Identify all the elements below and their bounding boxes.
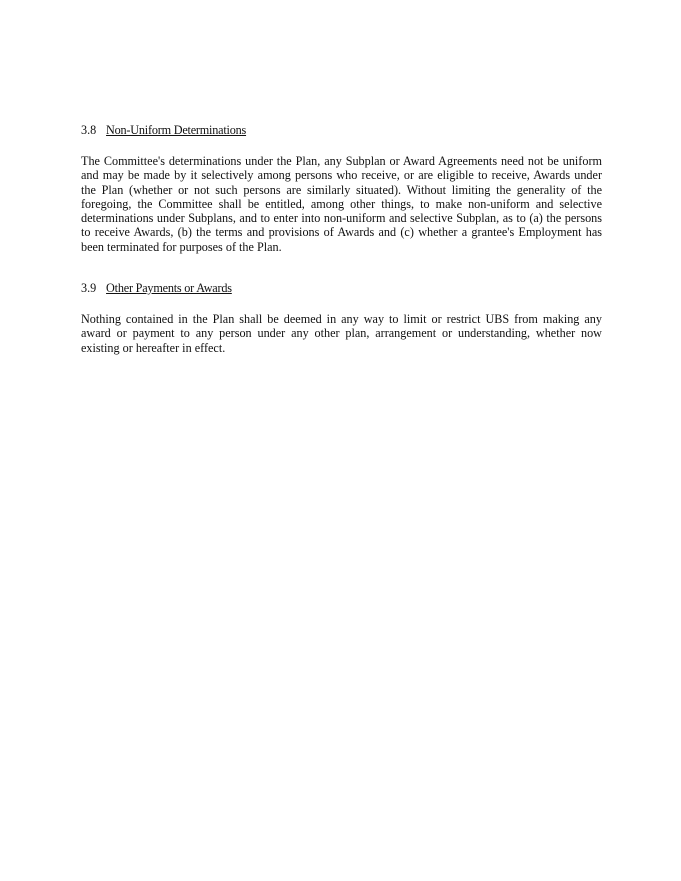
- section-number: 3.9: [81, 281, 97, 295]
- paragraph-line: the Plan (whether or not such persons are similarly situated). Without limiting the generality of the: [81, 182, 602, 197]
- section-heading-3-9: [81, 281, 232, 295]
- paragraph-line: Nothing contained in the Plan shall be deemed in any way to limit or restrict UBS from making any: [81, 312, 602, 326]
- paragraph-line: and may be made by it selectively among persons who receive, or are eligible to receive, Awards under: [81, 168, 602, 183]
- paragraph-line: award or payment to any person under any other plan, arrangement or understanding, whether now: [81, 326, 602, 341]
- section-body-3-9: [81, 312, 602, 355]
- section-title: Other Payments or Awards: [106, 281, 232, 295]
- section-body-3-8: [81, 154, 602, 254]
- paragraph-line: The Committee's determinations under the Plan, any Subplan or Award Agreements need not be uniform: [81, 154, 602, 168]
- section-number: 3.8: [81, 123, 97, 137]
- paragraph-line: to receive Awards, (b) the terms and provisions of Awards and (c) whether a grantee's Employment has: [81, 225, 602, 240]
- section-title: Non-Uniform Determinations: [106, 123, 247, 137]
- paragraph-line: foregoing, the Committee shall be entitled, among other things, to make non-uniform and selective: [81, 196, 602, 211]
- paragraph-line: been terminated for purposes of the Plan.: [81, 239, 282, 254]
- paragraph-line: existing or hereafter in effect.: [81, 340, 226, 355]
- section-heading-3-8: [81, 123, 246, 137]
- paragraph-line: determinations under Subplans, and to enter into non-uniform and selective Subplan, as to (a) the persons: [81, 211, 602, 226]
